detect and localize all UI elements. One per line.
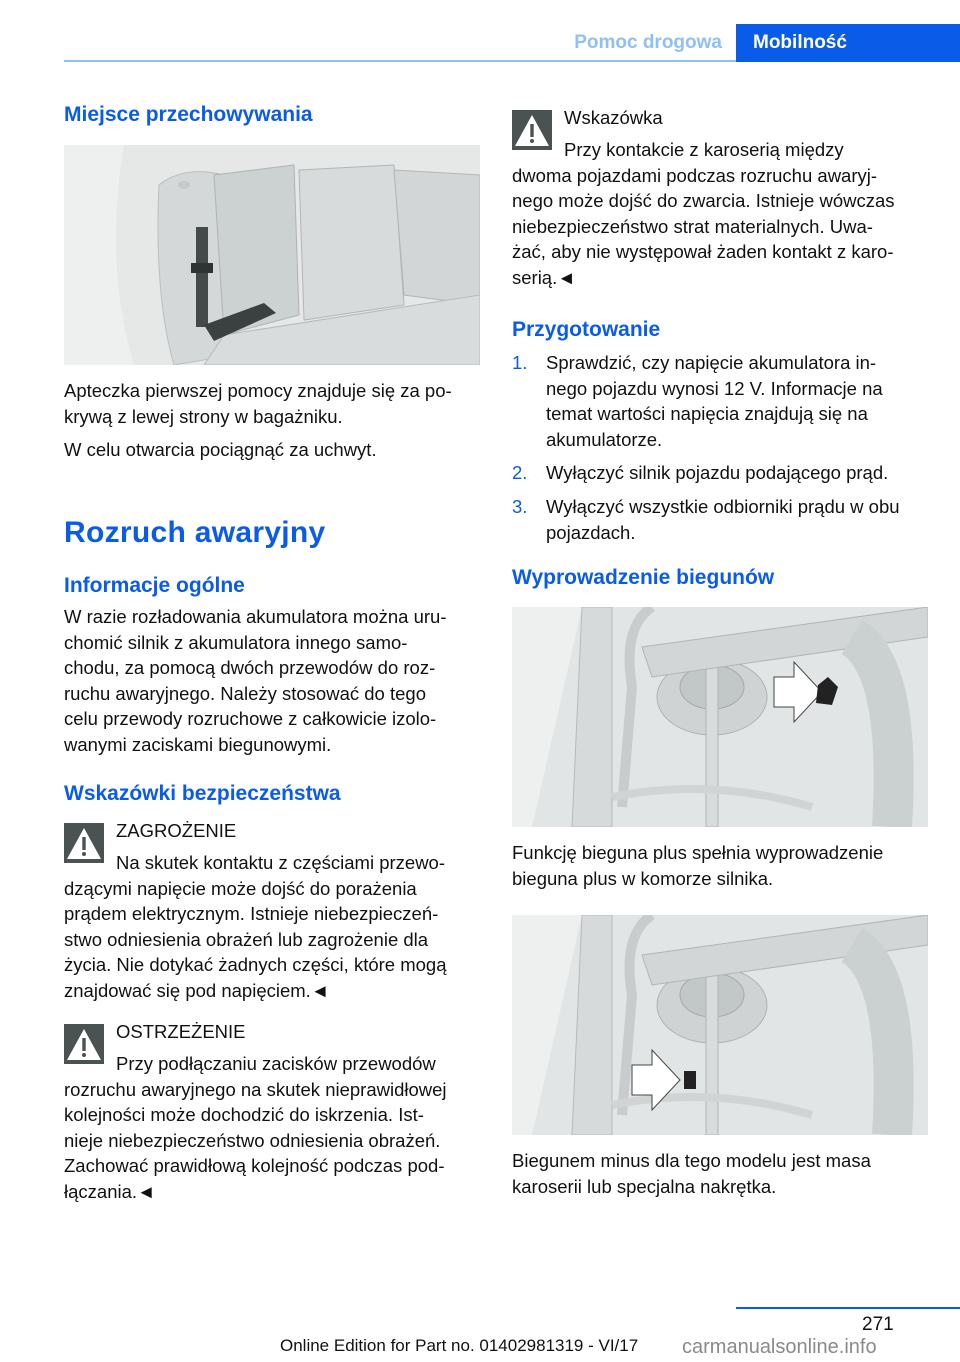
step-item: 3. Wyłączyć wszystkie odbiorniki prądu w obu pojazdach.	[512, 495, 900, 543]
trunk-figure	[64, 145, 480, 365]
watermark: carmanualsonline.info	[682, 1336, 877, 1358]
storage-text-2: W celu otwarcia pociągnąć za uchwyt.	[64, 439, 377, 460]
section-label: Pomoc drogowa	[574, 32, 722, 53]
heading-preparation: Przygotowanie	[512, 318, 661, 341]
preparation-steps	[512, 350, 932, 553]
danger-title: ZAGROŻENIE	[116, 820, 237, 841]
notice-title: Wskazówka	[564, 107, 663, 128]
page-header	[0, 0, 960, 62]
step-item: 2. Wyłączyć silnik pojazdu podającego prąd.	[512, 462, 889, 484]
general-info-text: W razie rozładowania akumulatora można uru- chomić silnik z akumulatora innego samo- chodu, za pomocą dwóch przewodów do roz- ruchu awaryjnego. Należy stosować do tego celu przewody rozruchowe z całkowicie izolo- wanymi zaciskami biegunowymi.	[64, 606, 447, 755]
plus-terminal-caption: Funkcję bieguna plus spełnia wyprowadzenie bieguna plus w komorze silnika.	[512, 842, 884, 889]
edition-info: Online Edition for Part no. 01402981319 - VI/17	[280, 1336, 639, 1355]
chapter-label: Mobilność	[736, 24, 960, 62]
page-number: 271	[862, 1314, 894, 1335]
heading-safety: Wskazówki bezpieczeństwa	[64, 782, 341, 805]
engine-plus-terminal-figure	[512, 607, 928, 827]
heading-terminals: Wyprowadzenie biegunów	[512, 566, 775, 589]
warning-title: OSTRZEŻENIE	[116, 1021, 246, 1042]
engine-bay-illustration	[512, 915, 928, 1135]
step-item: 1. Sprawdzić, czy napięcie akumulatora in- nego pojazdu wynosi 12 V. Informacje na temat wartości napięcia znajdują się na akumulatorze.	[512, 352, 883, 450]
heading-jump-start: Rozruch awaryjny	[64, 516, 326, 549]
engine-minus-terminal-figure	[512, 915, 928, 1135]
engine-bay-illustration	[512, 607, 928, 827]
footer-rule	[736, 1307, 960, 1309]
heading-general-info: Informacje ogólne	[64, 574, 245, 597]
warning-body: Przy podłączaniu zacisków przewodów rozruchu awaryjnego na skutek nieprawidłowej kolejności może dochodzić do iskrzenia. Ist- nieje niebezpieczeństwo odniesienia obrażeń. Zachować prawidłową kolejność podczas pod- łączania.◄	[64, 1053, 447, 1202]
danger-body: Na skutek kontaktu z częściami przewo- dzącymi napięcie może dojść do porażenia prądem elektrycznym. Istnieje niebezpieczeń- stwo odniesienia obrażeń lub zagrożenie dla życia. Nie dotykać żadnych części, które mogą znajdować się pod napięciem.◄	[64, 852, 447, 1001]
minus-terminal-caption: Biegunem minus dla tego modelu jest masa karoserii lub specjalna nakrętka.	[512, 1150, 871, 1197]
trunk-illustration	[64, 145, 480, 365]
heading-storage: Miejsce przechowywania	[64, 103, 313, 126]
storage-text: Apteczka pierwszej pomocy znajduje się za po- krywą z lewej strony w bagażniku.	[64, 380, 452, 427]
notice-body: Przy kontakcie z karoserią między dwoma pojazdami podczas rozruchu awaryj- nego może dojść do zwarcia. Istnieje wówczas niebezpieczeństwo strat materialnych. Uwa- żać, aby nie występował żaden kontakt z karo- serią.◄	[512, 139, 895, 288]
